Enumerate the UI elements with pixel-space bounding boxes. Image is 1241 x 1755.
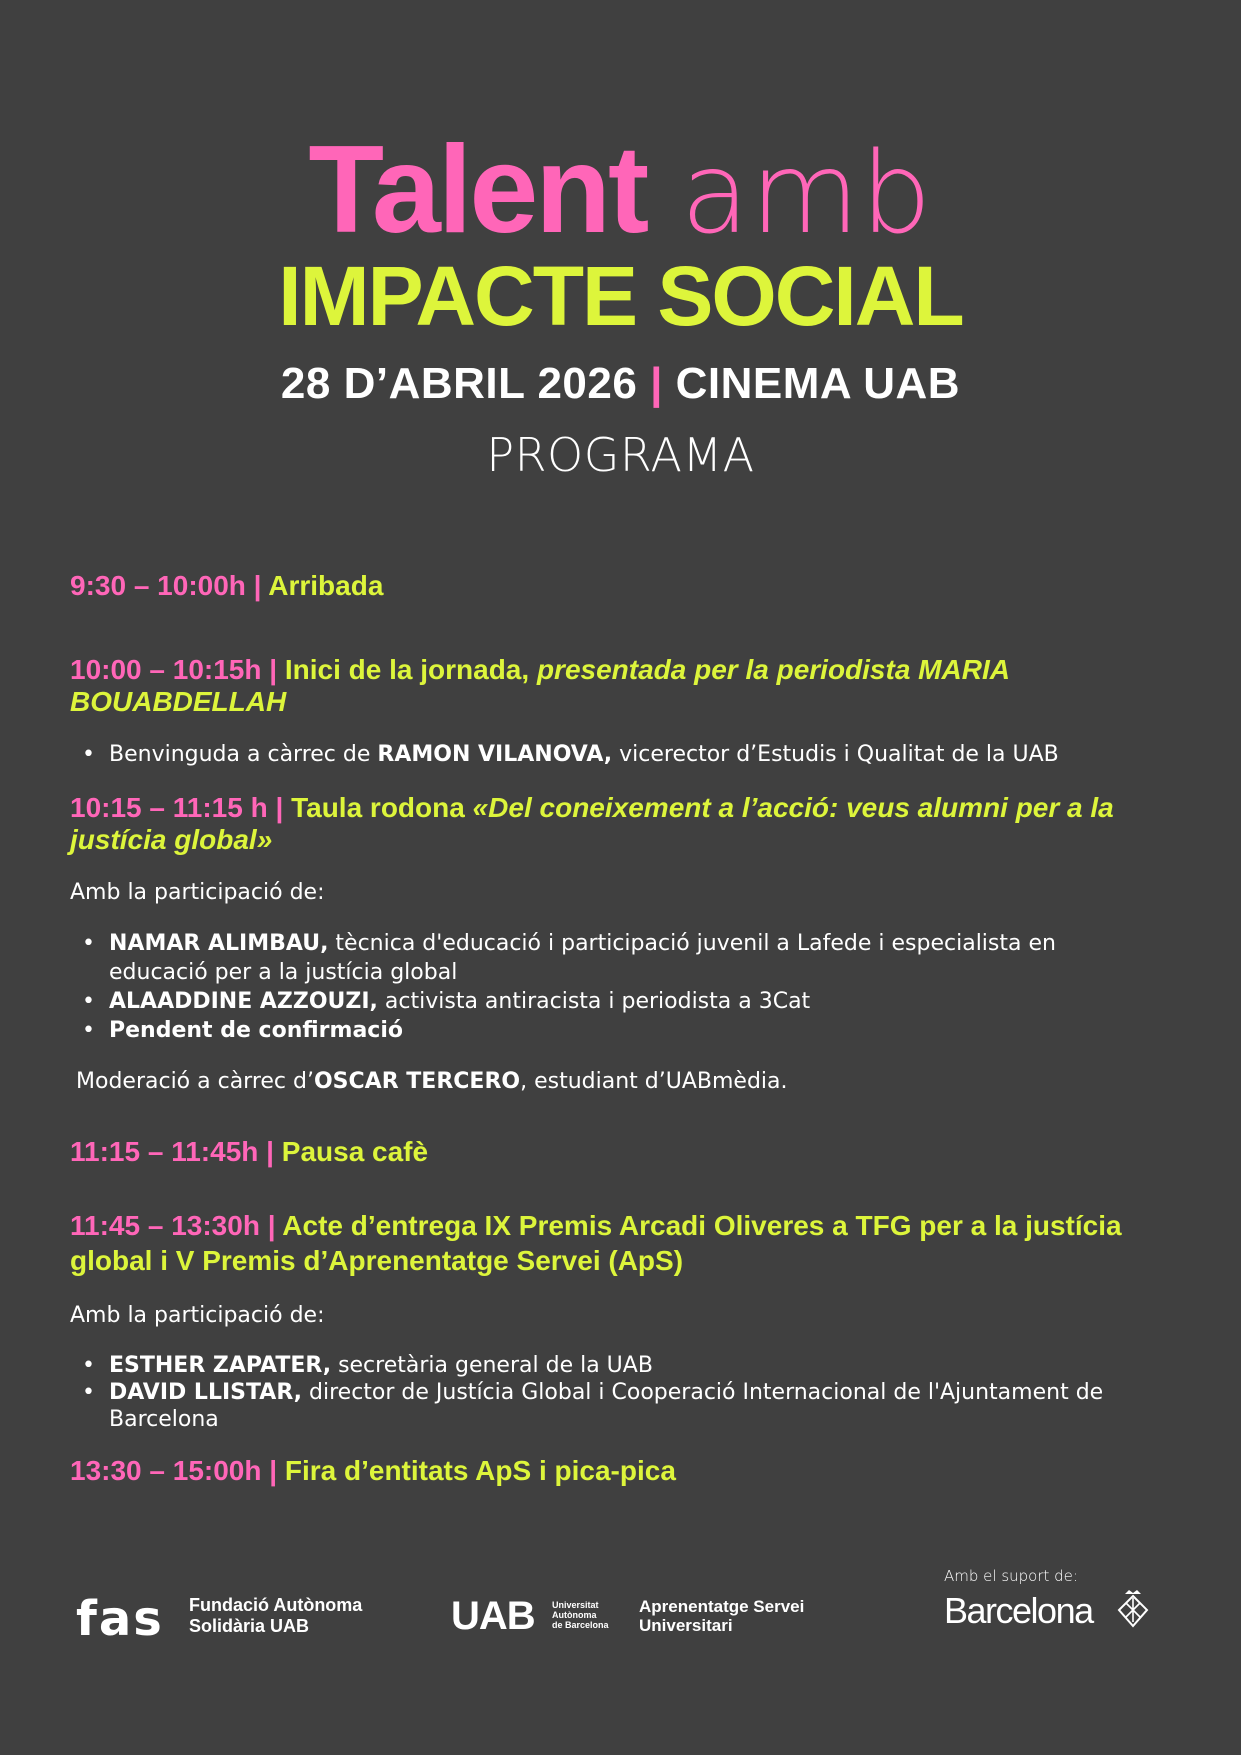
sponsor-logos	[0, 1555, 1241, 1675]
uab-logo: UAB	[451, 1594, 535, 1638]
slot-time: 11:15 – 11:45h |	[70, 1136, 274, 1167]
slot-time: 10:15 – 11:15 h |	[70, 792, 284, 823]
opening-bullets	[70, 740, 1150, 769]
barcelona-logo: Barcelona	[944, 1590, 1093, 1631]
participants-intro: Amb la participació de:	[70, 1303, 325, 1328]
moderation-text: Moderació a càrrec d’	[76, 1069, 314, 1094]
slot-title: Fira d’entitats ApS i pica-pica	[284, 1455, 676, 1486]
schedule-item-arrival	[70, 570, 1150, 602]
program-schedule	[70, 570, 1150, 1487]
slot-title-italic: «Del coneixement a l’acció: veus alumni per a la justícia global»	[70, 792, 1114, 855]
event-subtitle: IMPACTE SOCIAL	[278, 249, 963, 343]
speaker-name: ALAADDINE AZZOUZI,	[109, 989, 378, 1014]
speaker-name: Pendent de confirmació	[109, 1018, 403, 1043]
schedule-item-coffee-break	[70, 1136, 1150, 1168]
title-talent: Talent	[308, 121, 647, 259]
slot-title-italic: presentada per la periodista MARIA BOUABDELLAH	[70, 654, 1009, 717]
speaker-role: tècnica d'educació i participació juvenil a Lafede i especialista en educació per a la justícia global	[109, 931, 1056, 985]
speaker-name: NAMAR ALIMBAU,	[109, 931, 329, 956]
moderator-name: OSCAR TERCERO	[313, 1069, 521, 1094]
moderation-line	[70, 1067, 1150, 1096]
participants-intro: Amb la participació de:	[70, 880, 325, 905]
event-venue: CINEMA UAB	[675, 359, 961, 408]
list-item	[70, 1352, 1150, 1379]
slot-time: 11:45 – 13:30h |	[70, 1210, 276, 1241]
speaker-name: DAVID LLISTAR,	[109, 1380, 303, 1405]
slot-title: Taula rodona	[291, 792, 465, 823]
slot-time: 10:00 – 10:15h |	[70, 654, 278, 685]
slot-time: 9:30 – 10:00h |	[70, 570, 262, 601]
speaker-name: RAMON VILANOVA,	[377, 742, 613, 767]
uab-name-line3: de Barcelona	[552, 1620, 609, 1630]
event-date: 28 D’ABRIL 2026	[280, 359, 638, 408]
list-item	[70, 929, 1150, 987]
event-date-venue	[0, 359, 1241, 408]
slot-title: Inici de la jornada,	[284, 654, 530, 685]
uab-name-line2: Autònoma	[552, 1610, 597, 1620]
speaker-role: activista antiracista i periodista a 3Cat	[384, 989, 811, 1014]
fas-name-line2: Solidària UAB	[189, 1616, 310, 1636]
list-item	[70, 987, 1150, 1016]
schedule-item-opening	[70, 654, 1150, 718]
bullet-text: Benvinguda a càrrec de	[109, 742, 371, 767]
list-item	[70, 1016, 1150, 1045]
awards-participants	[70, 1352, 1150, 1433]
uab-logo-text	[552, 1600, 609, 1630]
aps-logo-text	[639, 1597, 804, 1635]
aps-name-line2: Universitari	[639, 1616, 733, 1635]
speaker-role: director de Justícia Global i Cooperació Internacional de l'Ajuntament de Barcelona	[109, 1380, 1104, 1432]
moderator-role: , estudiant d’UABmèdia.	[520, 1069, 788, 1094]
schedule-item-awards	[70, 1208, 1150, 1278]
list-item	[70, 740, 1150, 769]
slot-title: Arribada	[268, 570, 384, 601]
aps-name-line1: Aprenentatge Servei	[639, 1597, 805, 1616]
event-title	[0, 121, 1241, 259]
speaker-role: vicerector d’Estudis i Qualitat de la UAB	[619, 742, 1059, 767]
fas-logo: fas	[76, 1591, 164, 1647]
slot-title: Pausa cafè	[281, 1136, 429, 1167]
speaker-name: ESTHER ZAPATER,	[109, 1353, 332, 1378]
program-heading: PROGRAMA	[486, 428, 755, 482]
slot-title: Acte d’entrega IX Premis Arcadi Oliveres a TFG per a la justícia global i V Premis d’Aprenentatge Servei (ApS)	[70, 1210, 1122, 1276]
round-table-participants	[70, 929, 1150, 1045]
fas-logo-text	[189, 1595, 362, 1637]
title-amb: amb	[680, 129, 933, 259]
list-item	[70, 1379, 1150, 1433]
speaker-role: secretària general de la UAB	[338, 1353, 653, 1378]
uab-name-line1: Universitat	[552, 1600, 599, 1610]
support-label: Amb el suport de:	[944, 1567, 1078, 1585]
date-separator: |	[650, 359, 663, 408]
schedule-item-fair	[70, 1455, 1150, 1487]
fas-name-line1: Fundació Autònoma	[189, 1595, 363, 1615]
slot-time: 13:30 – 15:00h |	[70, 1455, 278, 1486]
barcelona-shield-icon	[1117, 1588, 1149, 1628]
schedule-item-round-table	[70, 792, 1150, 856]
